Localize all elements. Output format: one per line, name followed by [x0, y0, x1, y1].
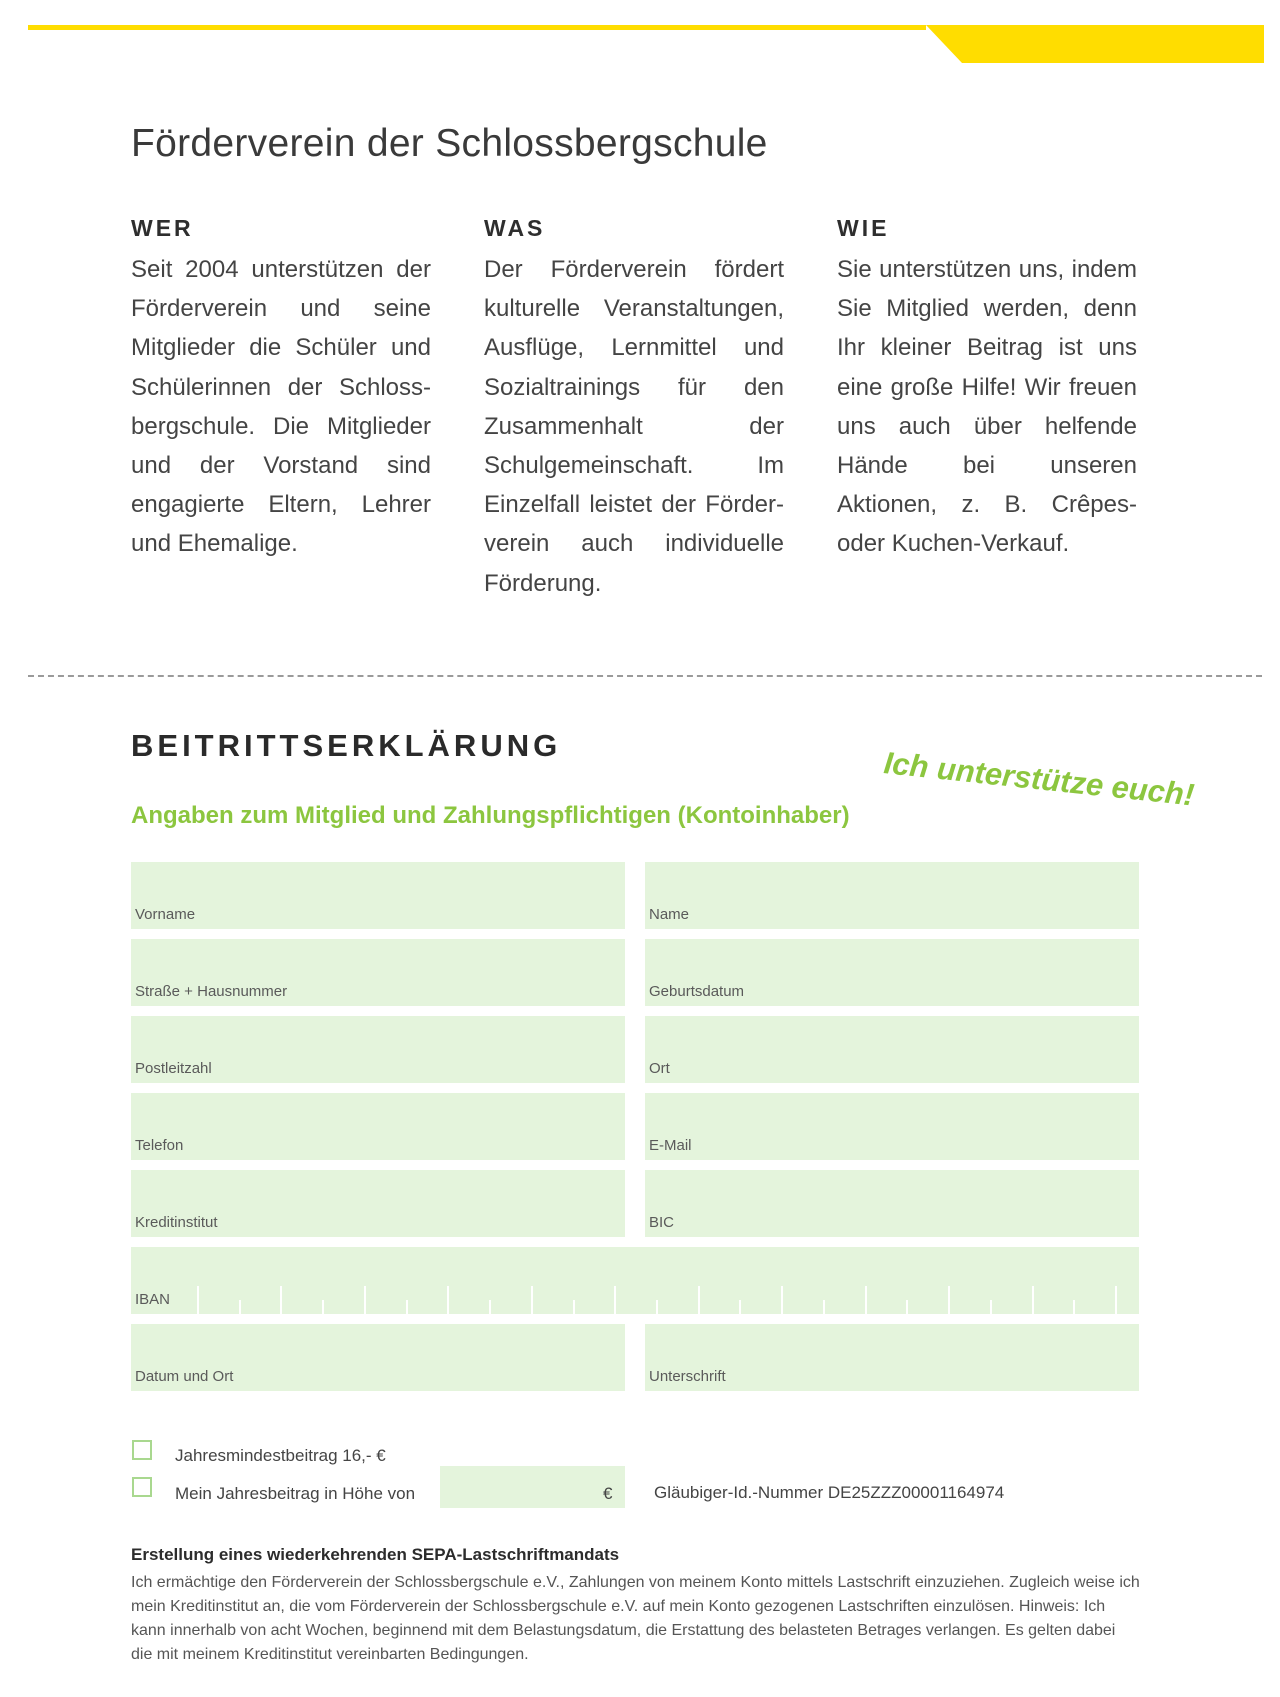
signature-field[interactable]	[645, 1324, 1139, 1391]
page-title: Förderverein der Schlossbergschule	[131, 122, 768, 165]
name-field[interactable]	[645, 862, 1139, 929]
iban-separator-tick	[781, 1286, 783, 1314]
iban-separator-tick	[280, 1286, 282, 1314]
form-title: BEITRITTSERKLÄRUNG	[131, 728, 562, 763]
sepa-title: Erstellung eines wiederkehrenden SEPA-Lastschriftmandats	[131, 1545, 620, 1564]
column-wie	[837, 215, 1137, 564]
field-label: Vorname	[135, 906, 196, 923]
field-label: Name	[649, 906, 690, 923]
postal-code-field[interactable]	[131, 1016, 625, 1083]
iban-separator-tick	[990, 1300, 992, 1314]
email-field[interactable]	[645, 1093, 1139, 1160]
cut-line-divider	[28, 675, 1262, 677]
iban-digit-separators	[197, 1284, 1115, 1314]
street-field[interactable]	[131, 939, 625, 1006]
iban-separator-tick	[948, 1286, 950, 1314]
field-label: Telefon	[135, 1137, 184, 1154]
birthdate-field[interactable]	[645, 939, 1139, 1006]
custom-fee-checkbox[interactable]	[132, 1477, 152, 1497]
field-label: E-Mail	[649, 1137, 692, 1154]
iban-separator-tick	[698, 1286, 700, 1314]
column-text: Sie unterstützen uns, indem Sie Mitglied werden, denn Ihr kleiner Beitrag ist uns eine große Hilfe! Wir freuen uns auch über helfende Hände bei unseren Aktionen, z. B. Crêpes- oder Kuchen-Verkauf.	[837, 256, 1137, 558]
iban-separator-tick	[197, 1286, 199, 1314]
sepa-text: Ich ermächtige den Förderverein der Schlossbergschule e.V., Zahlungen von meinem Konto mittels Lastschrift einzuziehen. Zugleich weise ich mein Kreditinstitut an, die vom Förderverein der Schlossbergschule e.V. auf mein Konto gezogenen Lastschriften einzulösen. Hinweis: Ich kann innerhalb von acht Wochen, beginnend mit dem Belastungsdatum, die Erstattung des belasteten Betrages verlangen. Es gelten dabei die mit meinem Kreditinstitut vereinbarten Bedingungen.	[131, 1574, 1140, 1663]
field-label: Datum und Ort	[135, 1368, 234, 1385]
column-heading: WER	[131, 215, 194, 241]
header-accent-bar	[28, 25, 1264, 63]
bank-field[interactable]	[131, 1170, 625, 1237]
field-label: Kreditinstitut	[135, 1214, 218, 1231]
phone-field[interactable]	[131, 1093, 625, 1160]
column-text: Der Förderverein fördert kulturelle Veranstaltungen, Ausflüge, Lernmittel und Sozialtrainings für den Zusammenhalt der Schulgemeinschaft. Im Einzelfall leistet der Förderverein auch individuelle Förderung.	[484, 256, 784, 597]
bic-field[interactable]	[645, 1170, 1139, 1237]
iban-separator-tick	[865, 1286, 867, 1314]
custom-fee-label: Mein Jahresbeitrag in Höhe von	[175, 1484, 416, 1503]
iban-field[interactable]	[131, 1247, 1139, 1314]
field-label: Geburtsdatum	[649, 983, 745, 1000]
iban-separator-tick	[1073, 1300, 1075, 1314]
iban-separator-tick	[322, 1300, 324, 1314]
iban-separator-tick	[906, 1300, 908, 1314]
date-place-field[interactable]	[131, 1324, 625, 1391]
min-fee-checkbox[interactable]	[132, 1440, 152, 1460]
vorname-field[interactable]	[131, 862, 625, 929]
fee-amount-input[interactable]	[440, 1466, 625, 1508]
iban-separator-tick	[823, 1300, 825, 1314]
iban-separator-tick	[739, 1300, 741, 1314]
column-wer	[131, 215, 431, 564]
column-text: Seit 2004 unterstützen der Förderverein und seine Mitglieder die Schüler und Schülerinnen der Schlossbergschule. Die Mitglieder und der Vorstand sind engagierte Eltern, Lehrer und Ehemalige.	[131, 256, 431, 558]
iban-separator-tick	[656, 1300, 658, 1314]
column-heading: WIE	[837, 215, 890, 241]
field-label: Postleitzahl	[135, 1060, 212, 1077]
iban-separator-tick	[1115, 1286, 1117, 1314]
iban-separator-tick	[614, 1286, 616, 1314]
iban-separator-tick	[406, 1300, 408, 1314]
slogan-stamp: Ich unterstütze euch!	[882, 745, 1196, 813]
field-label: BIC	[649, 1214, 675, 1231]
column-was	[484, 215, 784, 603]
city-field[interactable]	[645, 1016, 1139, 1083]
iban-separator-tick	[364, 1286, 366, 1314]
iban-separator-tick	[573, 1300, 575, 1314]
field-label: IBAN	[135, 1291, 171, 1308]
column-heading: WAS	[484, 215, 546, 241]
currency-label: €	[603, 1484, 613, 1503]
field-label: Unterschrift	[649, 1368, 726, 1385]
iban-separator-tick	[531, 1286, 533, 1314]
field-label: Ort	[649, 1060, 670, 1077]
field-label: Straße + Hausnummer	[135, 983, 288, 1000]
iban-separator-tick	[447, 1286, 449, 1314]
creditor-id: Gläubiger-Id.-Nummer DE25ZZZ00001164974	[654, 1483, 1005, 1502]
iban-separator-tick	[239, 1300, 241, 1314]
iban-separator-tick	[1032, 1286, 1034, 1314]
min-fee-label: Jahresmindestbeitrag 16,- €	[175, 1446, 386, 1465]
iban-separator-tick	[489, 1300, 491, 1314]
form-subtitle: Angaben zum Mitglied und Zahlungspflichtigen (Kontoinhaber)	[131, 802, 850, 829]
